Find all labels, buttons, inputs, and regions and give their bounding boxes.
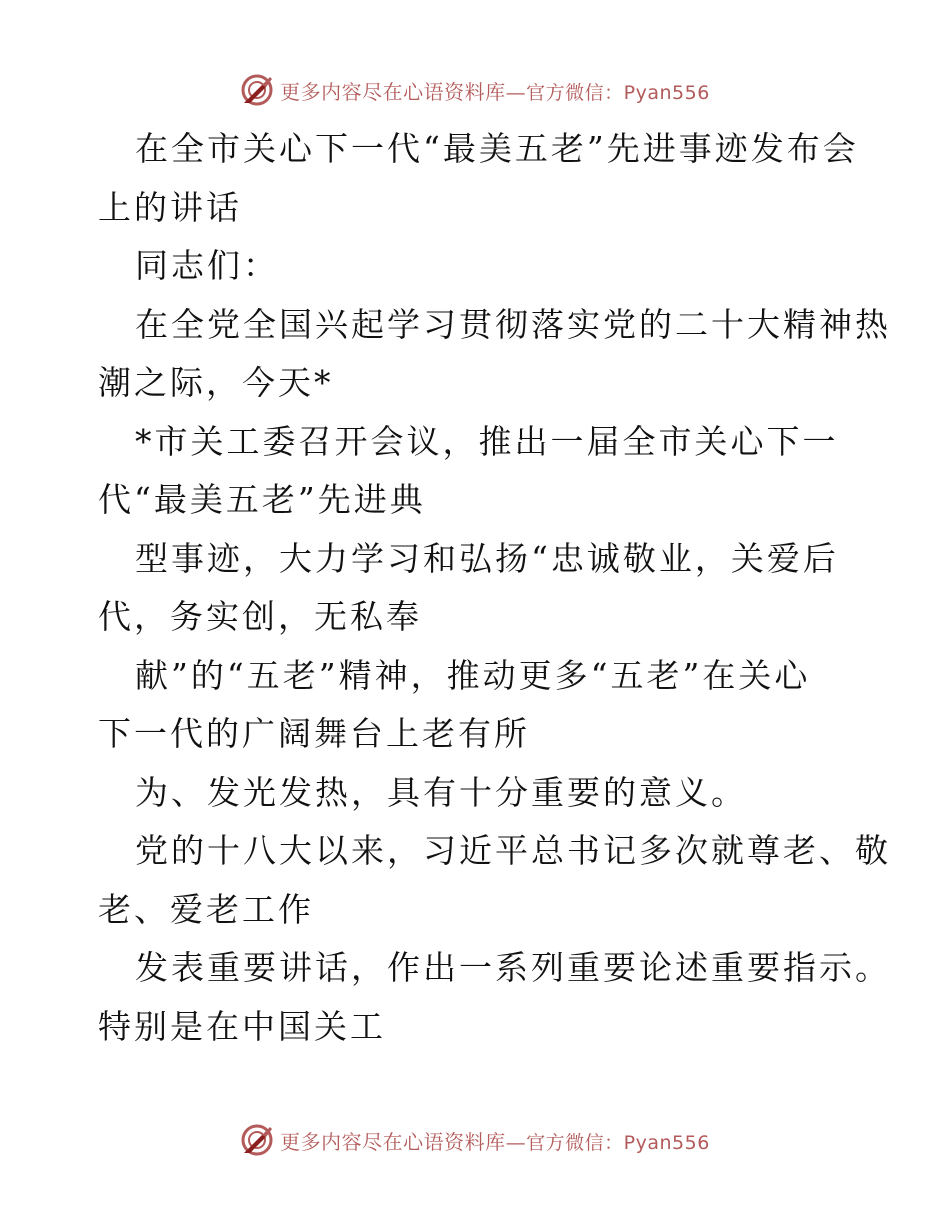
paragraph-line: 在全党全国兴起学习贯彻落实党的二十大精神热 — [135, 304, 891, 344]
paragraph-line: 代，务实创，无私奉 — [98, 597, 422, 636]
paragraph-line: 特别是在中国关工 — [98, 1006, 386, 1046]
watermark-text: 更多内容尽在心语资料库—官方微信：Pyan556 — [280, 79, 710, 104]
paragraph-line: 献”的“五老”精神，推动更多“五老”在关心 — [135, 655, 811, 695]
paragraph-line: 党的十八大以来，习近平总书记多次就尊老、敬 — [135, 831, 891, 870]
paragraph-line: 潮之际，今天* — [98, 363, 334, 402]
title-line-1: 在全市关心下一代“最美五老”先进事迹发布会 — [135, 129, 859, 168]
pen-logo-icon — [240, 1123, 274, 1157]
paragraph-line: *市关工委召开会议，推出一届全市关心下一 — [135, 421, 839, 461]
salutation: 同志们： — [135, 246, 279, 285]
header-watermark-banner — [0, 70, 950, 110]
paragraph-line: 型事迹，大力学习和弘扬“忠诚敬业，关爱后 — [135, 538, 839, 578]
watermark-text: 更多内容尽在心语资料库—官方微信：Pyan556 — [280, 1129, 710, 1154]
document-body — [98, 120, 891, 1056]
paragraph-line: 下一代的广阔舞台上老有所 — [98, 714, 530, 753]
paragraph-line: 老、爱老工作 — [98, 889, 314, 929]
footer-watermark-banner — [0, 1120, 950, 1160]
pen-logo-icon — [240, 73, 274, 107]
paragraph-line: 为、发光发热，具有十分重要的意义。 — [135, 772, 747, 812]
title-line-2: 上的讲话 — [98, 187, 242, 227]
paragraph-line: 代“最美五老”先进典 — [98, 480, 426, 519]
paragraph-line: 发表重要讲话，作出一系列重要论述重要指示。 — [135, 948, 891, 987]
